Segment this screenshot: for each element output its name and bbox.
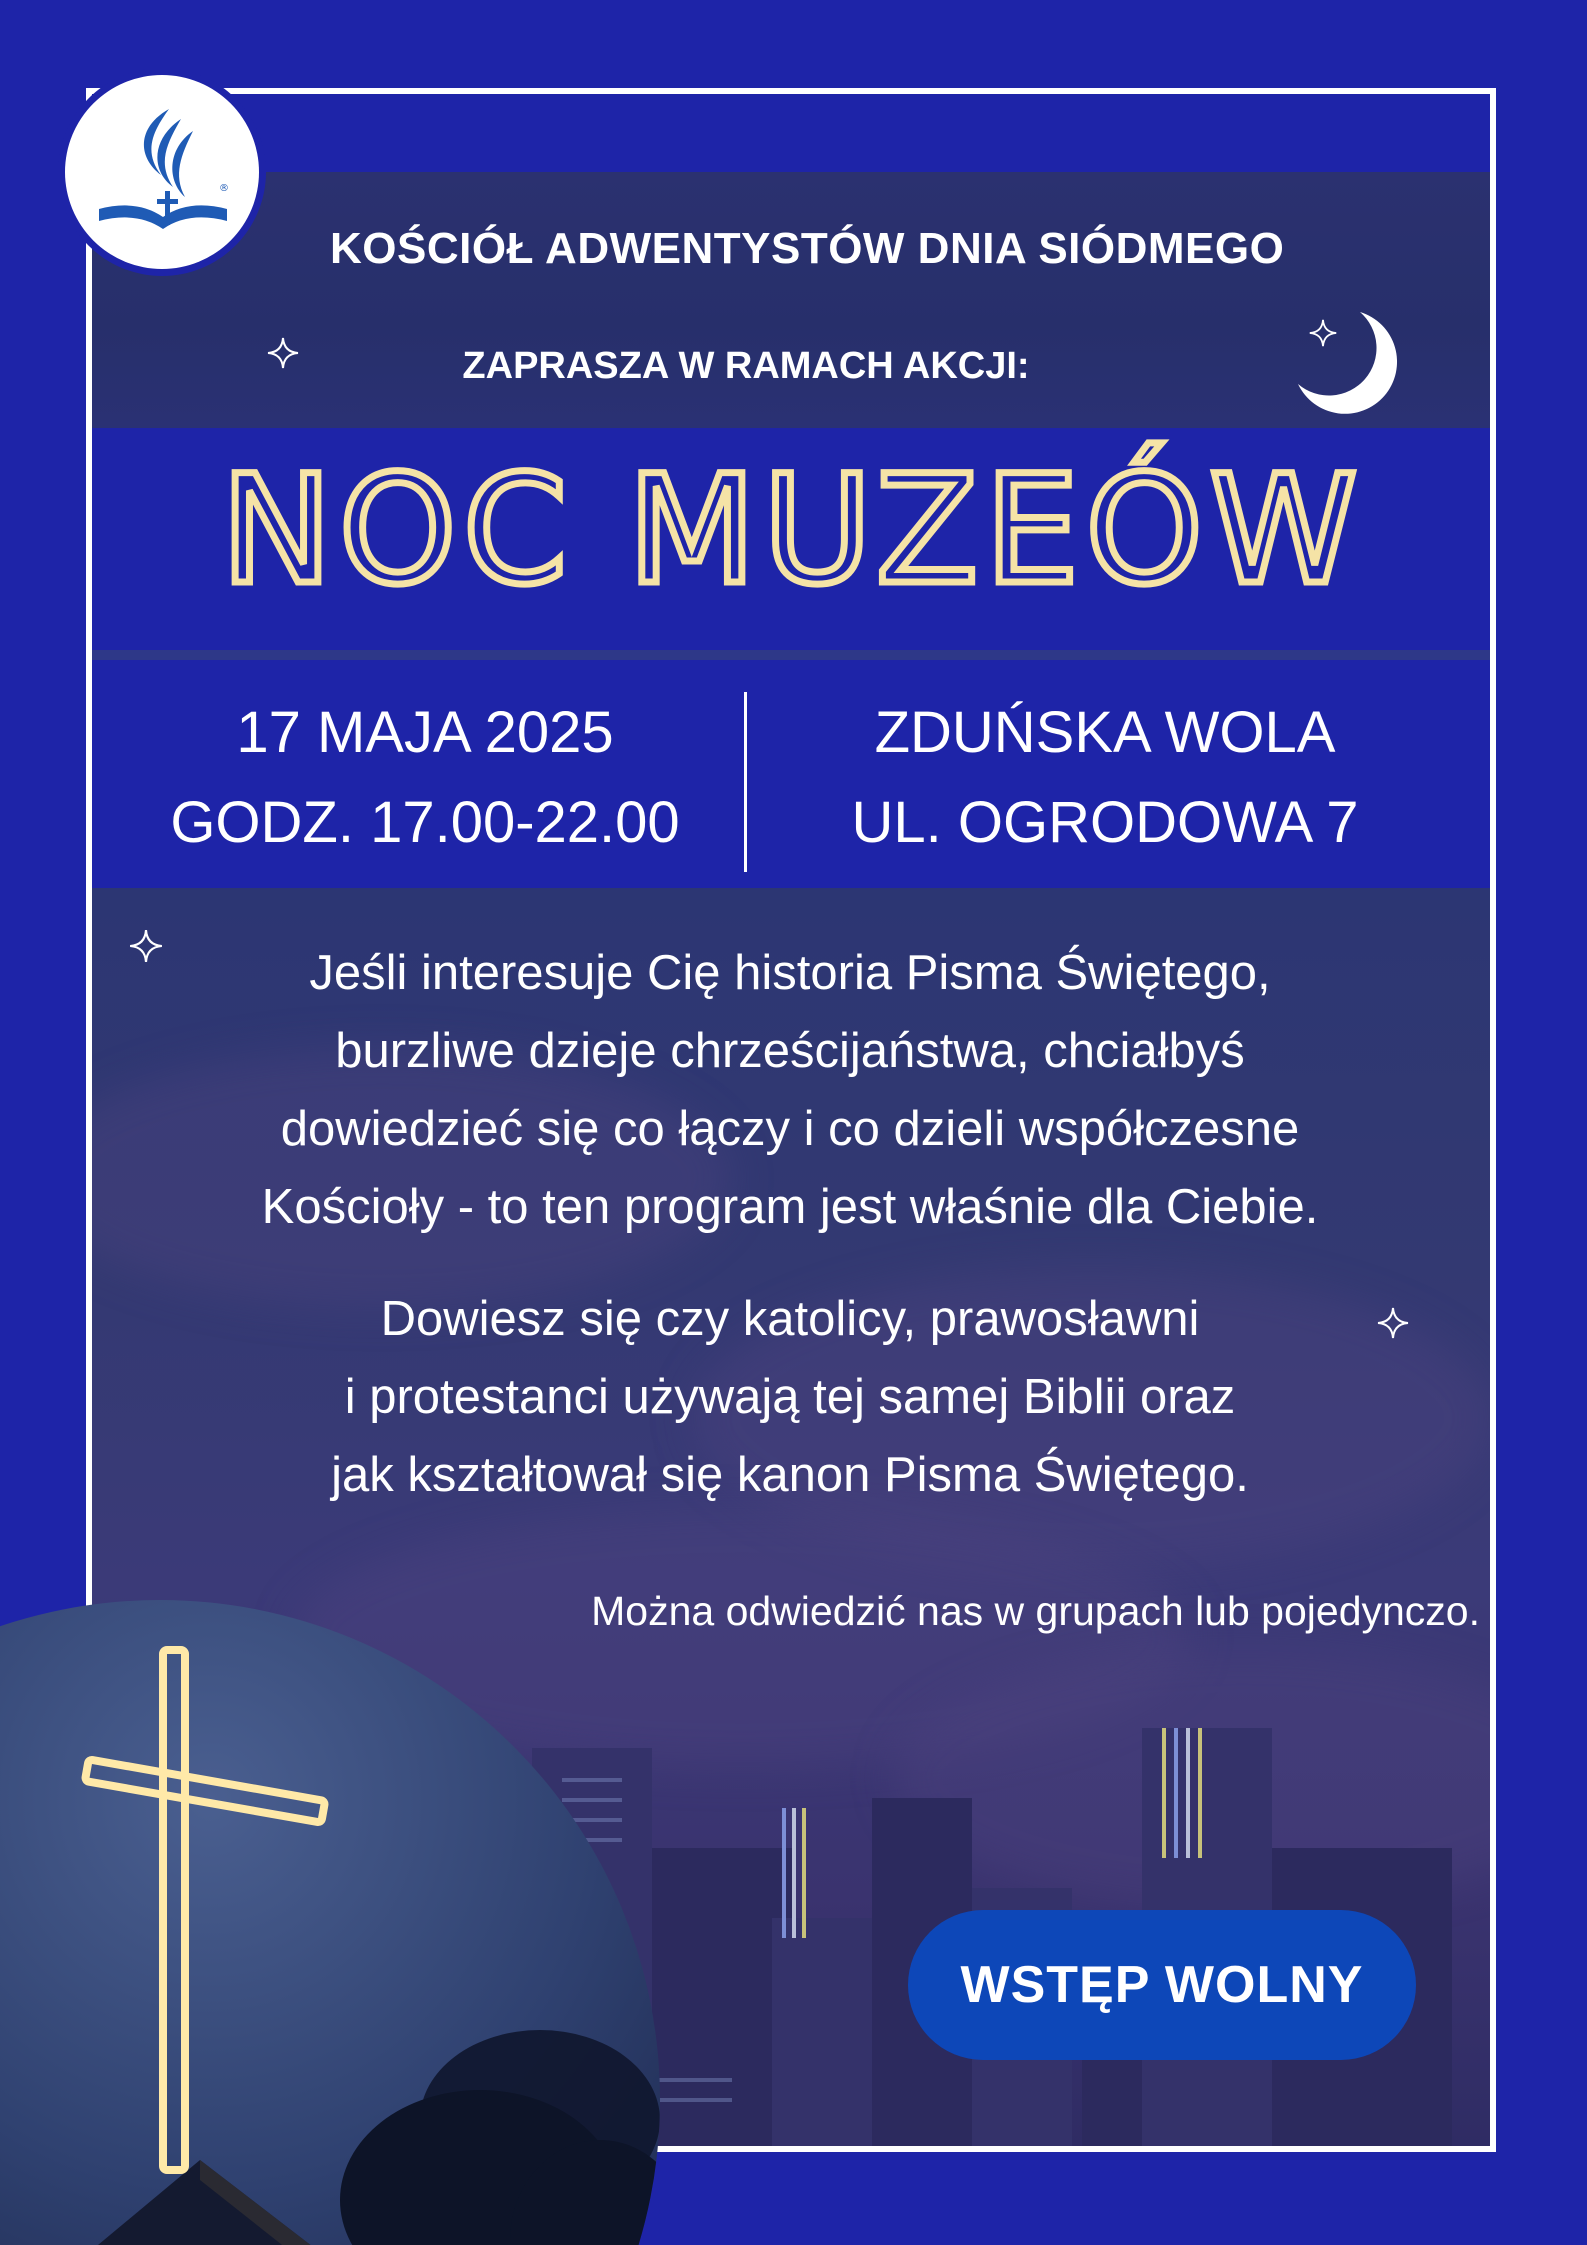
church-cross-photo: [0, 1600, 660, 2245]
visit-note: Można odwiedzić nas w grupach lub pojedynczo.: [591, 1588, 1480, 1634]
description-line: jak kształtował się kanon Pisma Świętego.: [331, 1448, 1249, 1502]
description-line: Dowiesz się czy katolicy, prawosławni: [380, 1292, 1200, 1346]
invite-line: ZAPRASZA W RAMACH AKCJI:: [462, 345, 1030, 387]
event-title: [92, 432, 1490, 632]
event-address: UL. OGRODOWA 7: [851, 790, 1359, 855]
info-divider: [744, 692, 747, 872]
free-entry-badge: WSTĘP WOLNY: [908, 1910, 1416, 2060]
registered-mark: ®: [219, 183, 229, 194]
description-paragraph-2: [110, 1280, 1470, 1514]
description-line: burzliwe dzieje chrześcijaństwa, chciałbyś: [335, 1024, 1245, 1078]
event-location: [800, 688, 1410, 868]
description-line: i protestanci używają tej samej Biblii oraz: [344, 1370, 1236, 1424]
event-hours: GODZ. 17.00-22.00: [170, 790, 680, 855]
adventist-logo-icon: [65, 75, 259, 269]
event-title-text: NOC MUZEÓW: [220, 444, 1364, 618]
description-line: dowiedzieć się co łączy i co dzieli współczesne: [280, 1102, 1300, 1156]
description-line: Jeśli interesuje Cię historia Pisma Świętego,: [309, 946, 1271, 1000]
description-paragraph-1: [110, 934, 1470, 1246]
organization-name: KOŚCIÓŁ ADWENTYSTÓW DNIA SIÓDMEGO: [330, 224, 1285, 273]
event-datetime: [120, 688, 730, 868]
event-city: ZDUŃSKA WOLA: [874, 700, 1336, 765]
adventist-logo: [58, 68, 266, 276]
event-date: 17 MAJA 2025: [236, 700, 614, 765]
cross-icon: [85, 1650, 325, 2170]
description-line: Kościoły - to ten program jest właśnie dla Ciebie.: [261, 1180, 1319, 1234]
